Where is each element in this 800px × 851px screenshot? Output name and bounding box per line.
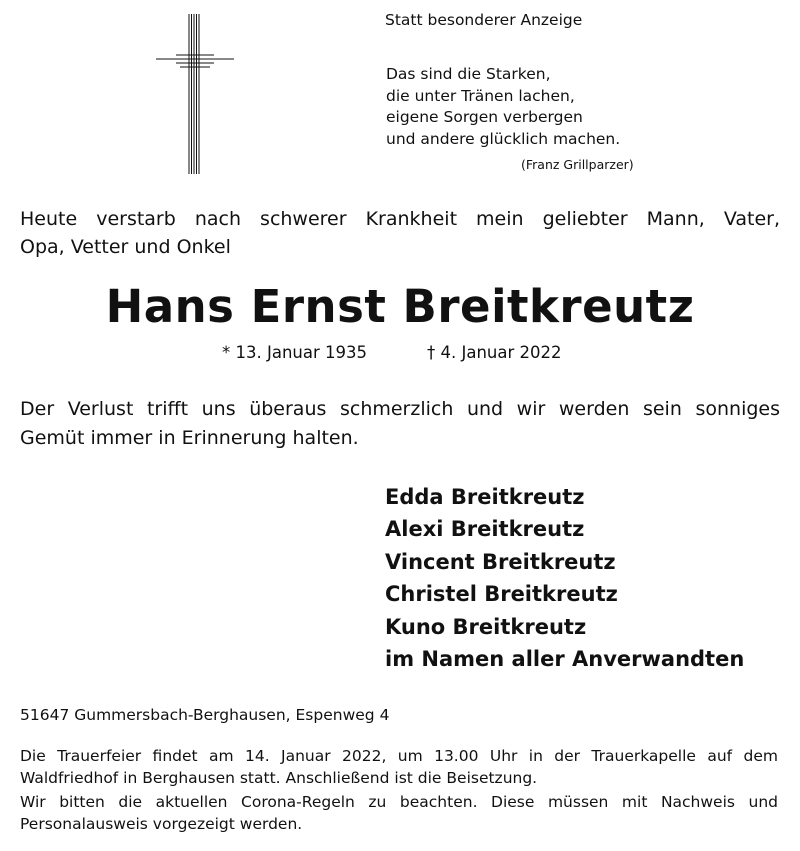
mourners-list xyxy=(385,481,744,675)
address: 51647 Gummersbach-Berghausen, Espenweg 4 xyxy=(20,706,390,724)
notice-header: Statt besonderer Anzeige xyxy=(385,11,583,29)
service-line: Waldfriedhof in Berghausen statt. Anschließend ist die Beisetzung. xyxy=(20,768,538,787)
service-info xyxy=(20,746,778,835)
poem-line: und andere glücklich machen. xyxy=(386,129,621,148)
deceased-name: Hans Ernst Breitkreutz xyxy=(105,280,695,333)
mourner-name: Edda Breitkreutz xyxy=(385,485,585,509)
poem-line: eigene Sorgen verbergen xyxy=(386,108,583,126)
condolence-message xyxy=(20,395,780,452)
service-line: Wir bitten die aktuellen Corona-Regeln zu beachten. Diese müssen mit Nachweis und xyxy=(20,793,778,811)
service-line: Die Trauerfeier findet am 14. Januar 2022, um 13.00 Uhr in der Trauerkapelle auf dem xyxy=(20,747,778,765)
cross-icon xyxy=(156,14,234,174)
poem-line: die unter Tränen lachen, xyxy=(386,86,575,105)
intro-line: Opa, Vetter und Onkel xyxy=(20,236,231,258)
birth-date: * 13. Januar 1935 xyxy=(222,343,368,362)
mourner-name: im Namen aller Anverwandten xyxy=(385,647,745,672)
intro-line: Heute verstarb nach schwerer Krankheit mein geliebter Mann, Vater, xyxy=(20,208,780,230)
message-line: Der Verlust trifft uns überaus schmerzlich und wir werden sein sonniges xyxy=(20,398,780,420)
poem-line: Das sind die Starken, xyxy=(386,65,551,83)
intro-text xyxy=(20,205,780,261)
mourner-name: Kuno Breitkreutz xyxy=(385,614,587,639)
message-line: Gemüt immer in Erinnerung halten. xyxy=(20,426,359,449)
poem xyxy=(386,64,620,150)
poem-author: (Franz Grillparzer) xyxy=(521,157,634,172)
mourner-name: Alexi Breitkreutz xyxy=(385,517,585,542)
mourner-name: Vincent Breitkreutz xyxy=(385,549,616,574)
service-line: Personalausweis vorgezeigt werden. xyxy=(20,814,303,833)
mourner-name: Christel Breitkreutz xyxy=(385,582,618,607)
death-date: † 4. Januar 2022 xyxy=(427,343,562,362)
